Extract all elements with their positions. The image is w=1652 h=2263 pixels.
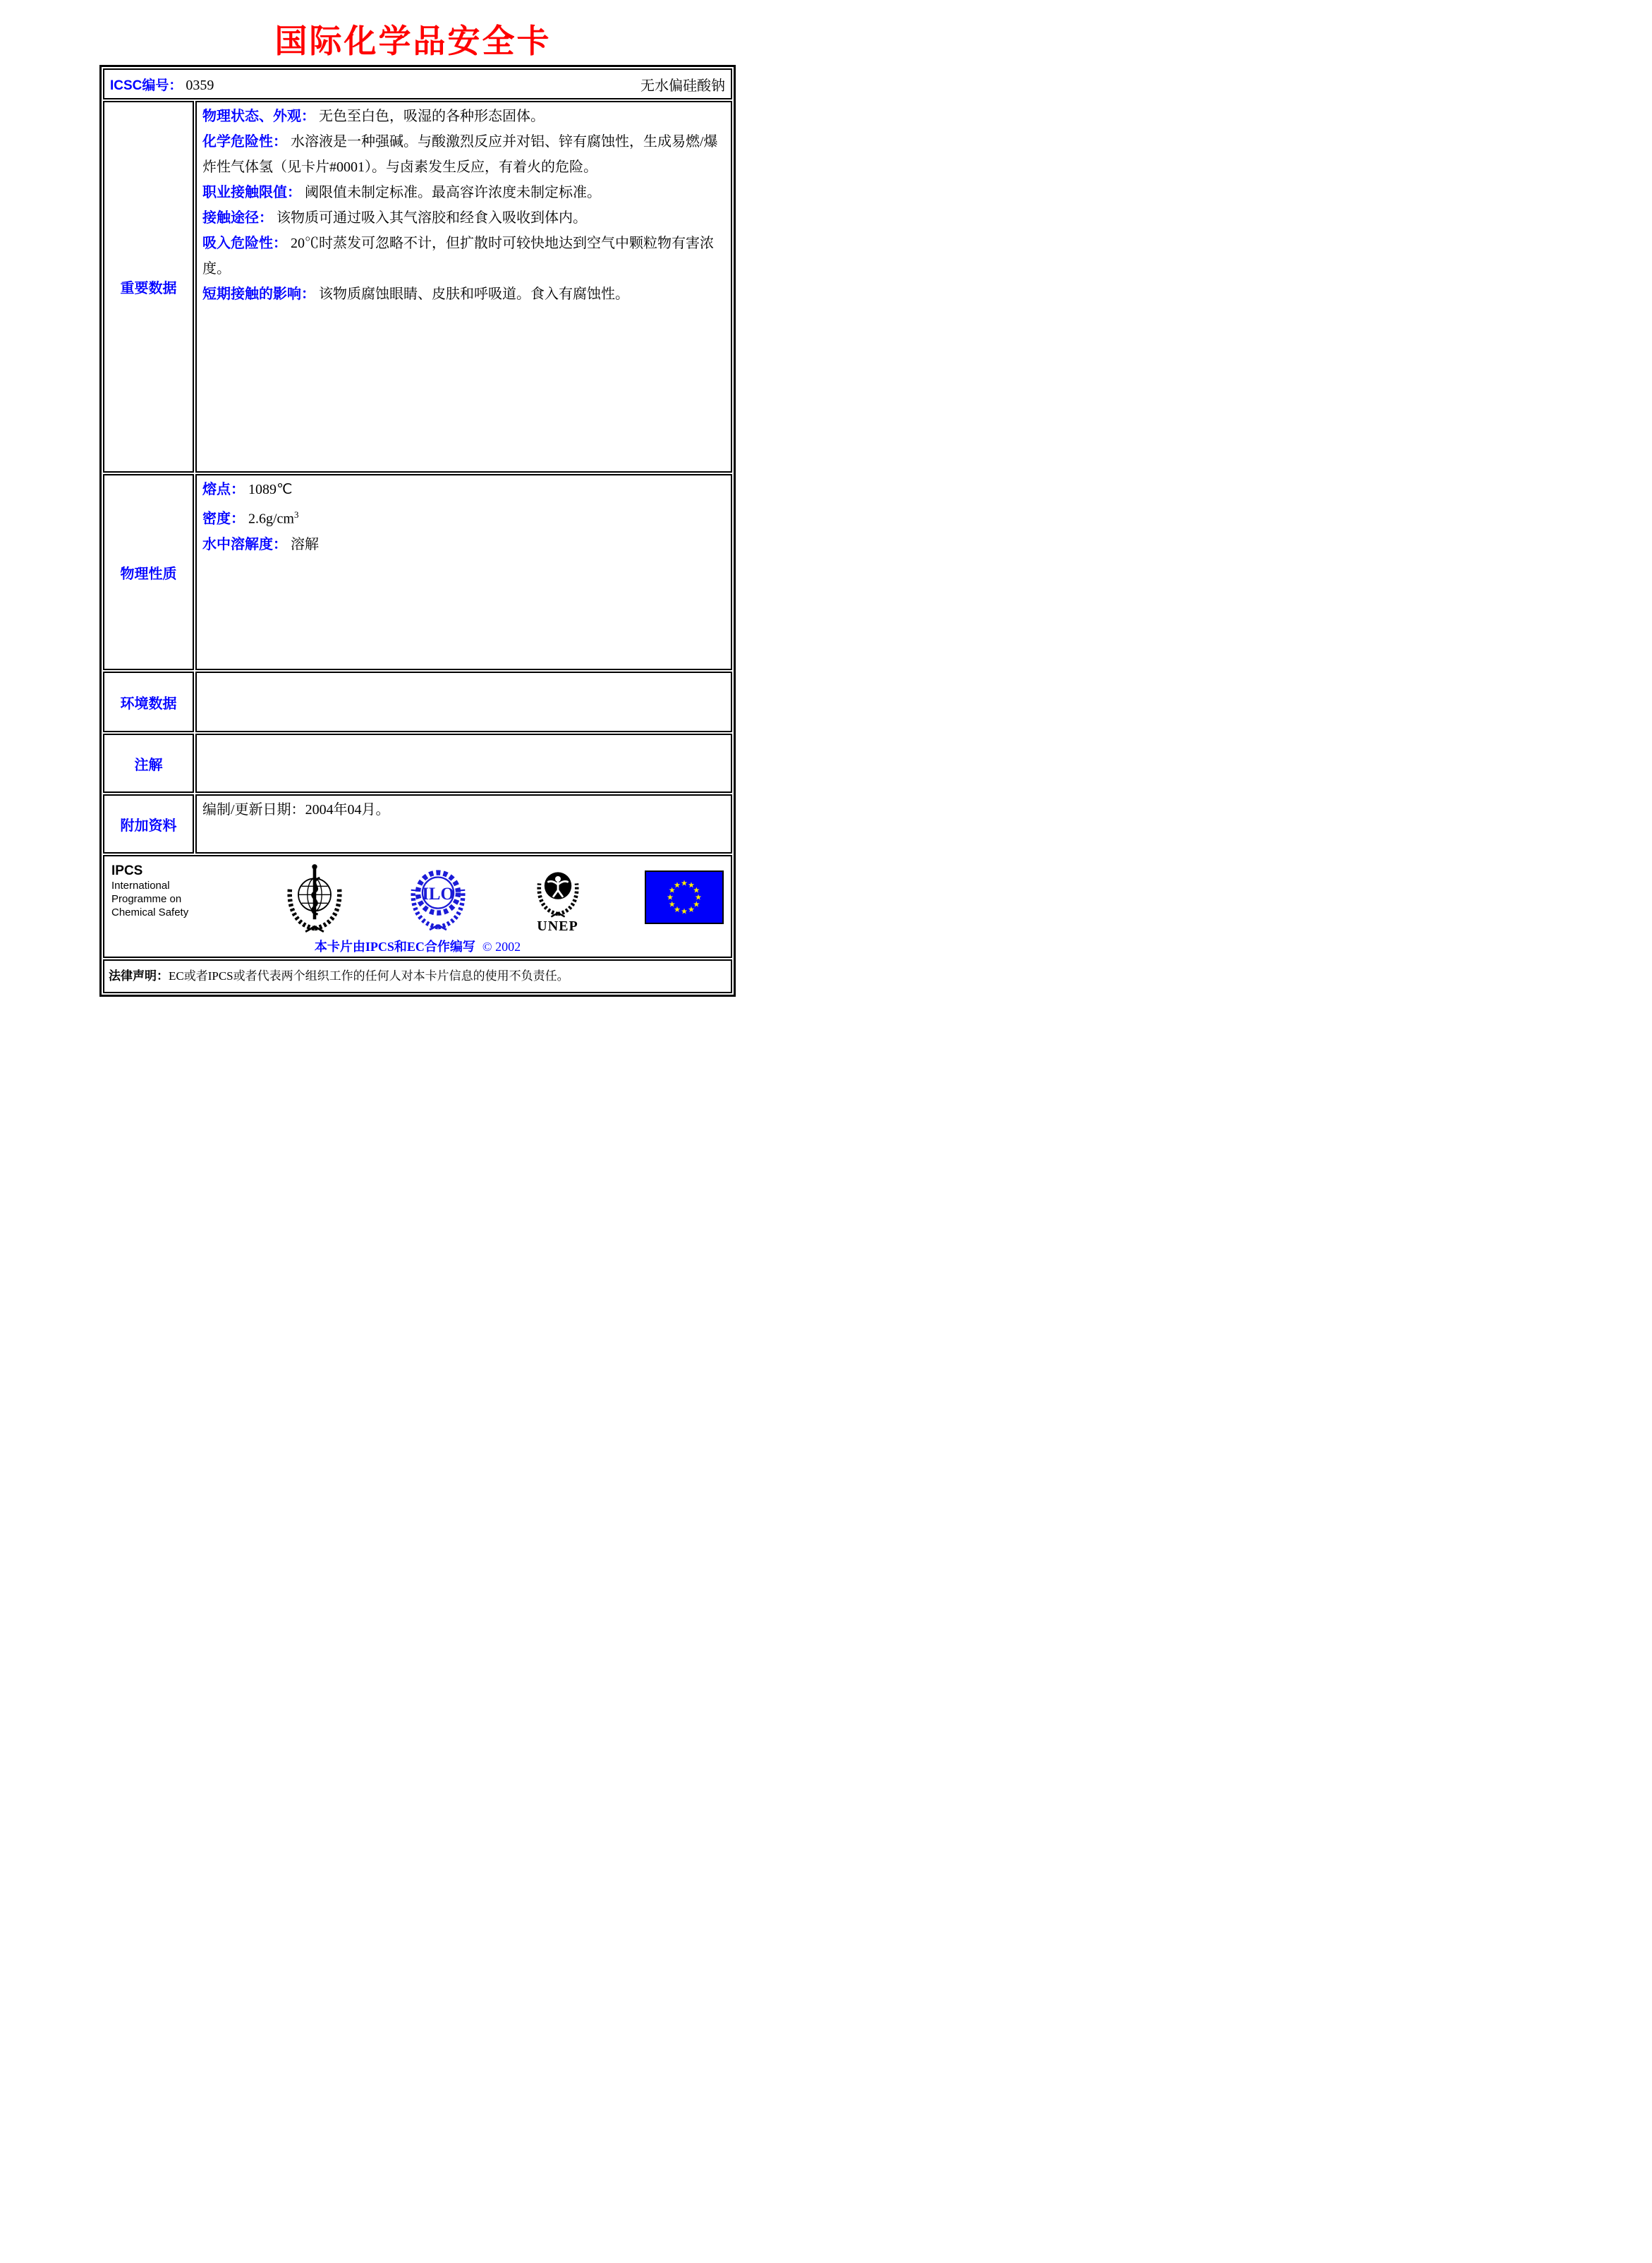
environmental-data-label: 环境数据 [103, 672, 194, 732]
notes-row [103, 734, 732, 793]
eu-flag-icon [645, 870, 724, 924]
item-text: 该物质可通过吸入其气溶胶和经食入吸收到体内。 [277, 210, 587, 226]
credit-line [111, 937, 724, 955]
legal-label: 法律声明： [109, 969, 169, 983]
ilo-letters: ILO [422, 884, 454, 904]
important-data-row [103, 101, 732, 473]
exposure-route-item [202, 205, 725, 231]
environmental-data-row [103, 672, 732, 732]
logos-row [103, 855, 732, 958]
unep-logo [530, 861, 586, 933]
ipcs-name-line: Chemical Safety [111, 906, 189, 918]
ipcs-name-line: Programme on [111, 893, 182, 905]
ilo-logo-icon [406, 862, 470, 933]
item-text: 2004年04月。 [305, 802, 390, 818]
additional-info-label: 附加资料 [103, 794, 194, 854]
item-text: 阈限值未制定标准。最高容许浓度未制定标准。 [305, 185, 601, 200]
icsc-table [99, 65, 736, 997]
icsc-number-group [110, 75, 214, 94]
item-label: 编制/更新日期： [202, 802, 305, 818]
physical-properties-row [103, 474, 732, 670]
ipcs-name-line: International [111, 880, 170, 892]
legal-row [103, 959, 732, 993]
credit-text: 本卡片由IPCS和EC合作编写 [314, 940, 475, 954]
density-superscript: 3 [294, 509, 299, 520]
item-label: 熔点： [202, 482, 245, 497]
item-label: 职业接触限值： [202, 185, 301, 200]
icsc-document-page [0, 0, 826, 1132]
notes-label: 注解 [103, 734, 194, 793]
ipcs-text-block [111, 861, 223, 919]
item-label: 接触途径： [202, 210, 273, 226]
item-label: 吸入危险性： [202, 236, 287, 251]
logo-strip [111, 861, 724, 934]
chemical-hazard-item [202, 129, 725, 180]
important-data-label: 重要数据 [103, 101, 194, 473]
melting-point-item [202, 477, 725, 502]
item-text: 1089℃ [248, 482, 293, 497]
notes-content [195, 734, 732, 793]
chemical-name: 无水偏硅酸钠 [640, 78, 725, 94]
item-text: 溶解 [291, 536, 319, 552]
environmental-data-content [195, 672, 732, 732]
item-label: 化学危险性： [202, 134, 287, 150]
item-label: 短期接触的影响： [202, 286, 315, 302]
item-text: 水溶液是一种强碱。与酸激烈反应并对铝、锌有腐蚀性，生成易燃/爆炸性气体氢（见卡片#0001）。与卤素发生反应，有着火的危险。 [202, 134, 718, 175]
physical-state-item [202, 104, 725, 129]
page-title: 国际化学品安全卡 [274, 22, 552, 60]
item-label: 水中溶解度： [202, 536, 287, 552]
short-term-effect-item [202, 281, 725, 307]
icsc-number-label: ICSC编号： [110, 78, 183, 93]
legal-text: EC或者IPCS或者代表两个组织工作的任何人对本卡片信息的使用不负责任。 [169, 969, 569, 983]
copyright-text: © 2002 [482, 940, 521, 954]
physical-properties-label: 物理性质 [103, 474, 194, 670]
item-text: 无色至白色，吸湿的各种形态固体。 [319, 109, 545, 124]
ipcs-acronym: IPCS [111, 863, 143, 878]
unep-logo-icon [530, 861, 586, 919]
item-text: 该物质腐蚀眼睛、皮肤和呼吸道。食入有腐蚀性。 [319, 286, 629, 302]
solubility-item [202, 532, 725, 557]
item-text: 20℃时蒸发可忽略不计，但扩散时可较快地达到空气中颗粒物有害浓度。 [202, 236, 714, 277]
update-date-item [202, 797, 725, 823]
item-label: 密度： [202, 511, 245, 527]
exposure-limit-item [202, 180, 725, 205]
item-text: 2.6g/cm [248, 511, 294, 527]
header-row [103, 68, 732, 99]
unep-word: UNEP [537, 918, 578, 934]
who-logo-icon [282, 861, 347, 934]
inhalation-risk-item [202, 231, 725, 281]
icsc-number-value: 0359 [186, 77, 214, 93]
item-label: 物理状态、外观： [202, 109, 315, 124]
density-item [202, 502, 725, 532]
additional-info-row [103, 794, 732, 854]
